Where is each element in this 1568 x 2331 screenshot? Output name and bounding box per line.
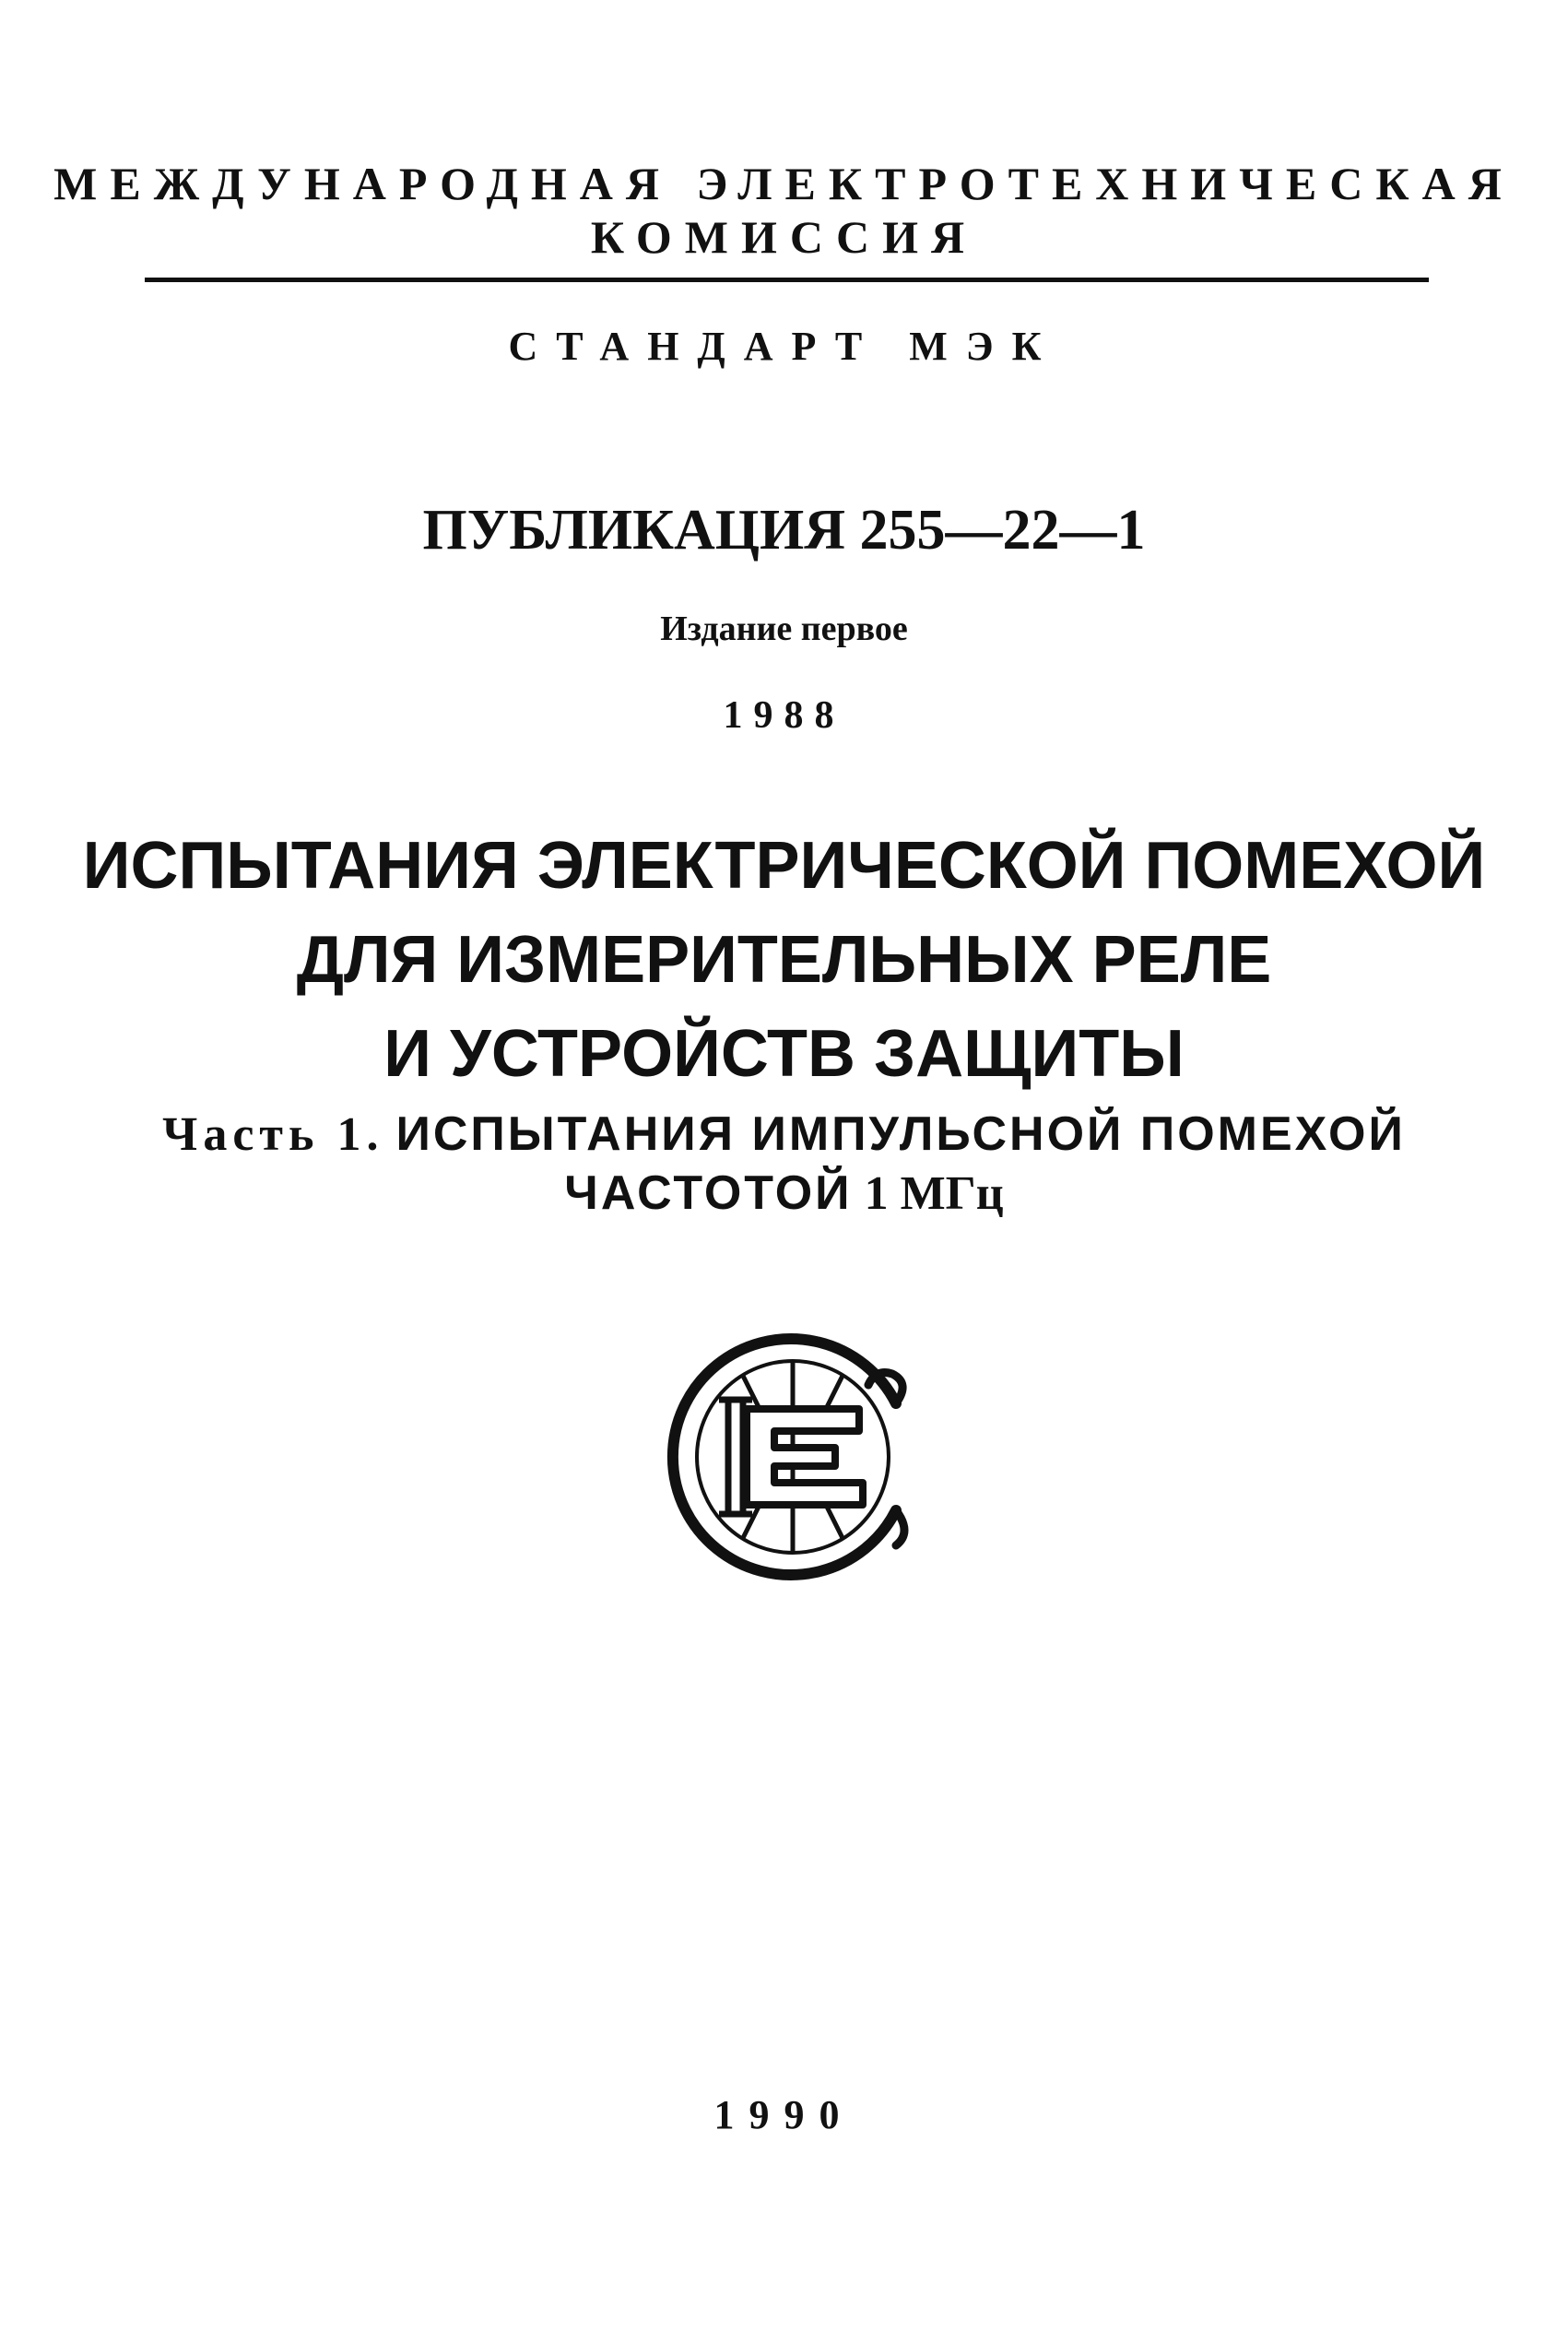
part-heading-line2: ЧАСТОТОЙ [564, 1166, 853, 1220]
part-line1 [0, 1106, 1568, 1162]
part-line2 [0, 1166, 1568, 1221]
part-label: Часть 1. [162, 1108, 384, 1161]
iec-logo-icon [654, 1319, 931, 1595]
part-heading-line1: ИСПЫТАНИЯ ИМПУЛЬСНОЙ ПОМЕХОЙ [395, 1107, 1406, 1161]
title-line2: ДЛЯ ИЗМЕРИТЕЛЬНЫХ РЕЛЕ [296, 923, 1272, 997]
part-frequency: 1 МГц [864, 1167, 1004, 1220]
organization-name-line2: КОМИССИЯ [590, 211, 978, 263]
title-line1: ИСПЫТАНИЯ ЭЛЕКТРИЧЕСКОЙ ПОМЕХОЙ [82, 829, 1486, 903]
title-line3: И УСТРОЙСТВ ЗАЩИТЫ [383, 1017, 1185, 1091]
publication-number: ПУБЛИКАЦИЯ 255—22—1 [422, 499, 1146, 562]
print-year: 1990 [713, 2092, 855, 2137]
header-divider [145, 278, 1429, 282]
organization-name-line1: МЕЖДУНАРОДНАЯ ЭЛЕКТРОТЕХНИЧЕСКАЯ [53, 158, 1515, 209]
standard-label: СТАНДАРТ МЭК [508, 324, 1060, 369]
publication-year: 1988 [723, 694, 845, 737]
edition-label: Издание первое [660, 609, 908, 648]
